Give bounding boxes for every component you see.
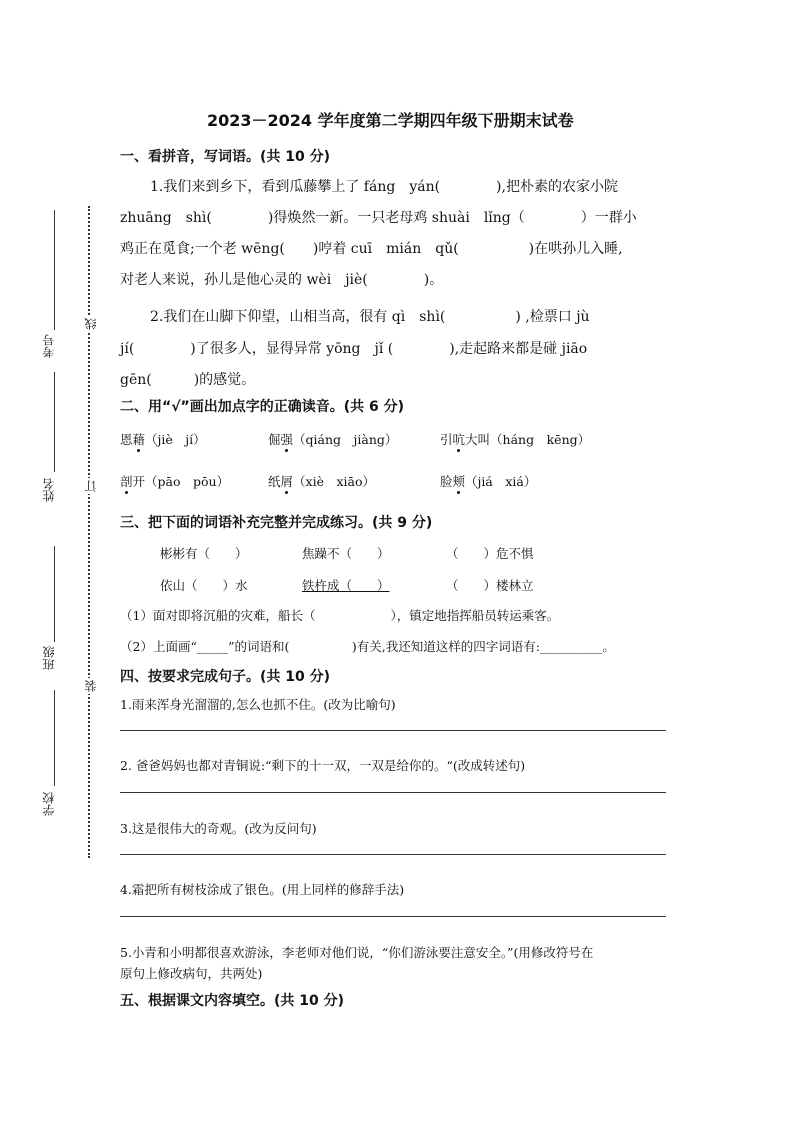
binding-mark-xian: 线 [84, 318, 98, 330]
s2-item-pre: 恩 [120, 432, 133, 447]
s1-line6: jí( )了很多人，显得异常 yōng jǐ ( ),走起路来都是碰 jiāo [120, 341, 588, 357]
section2-heading: 二、用“√”画出加点字的正确读音。(共 6 分) [120, 399, 405, 415]
section1-heading: 一、看拼音，写词语。(共 10 分) [120, 149, 331, 165]
s4-question-5a: 5.小青和小明都很喜欢游泳，李老师对他们说，“你们游泳要注意安全。”(用修改符号在 [120, 945, 594, 960]
s2-item-pinyin: （jiè jí） [145, 432, 206, 447]
kaohao-label: 考号 [42, 334, 56, 358]
dotted-char: 强 [280, 432, 294, 447]
s2-item-2 [268, 430, 397, 448]
s1-line5: 2.我们在山脚下仰望，山相当高，很有 qì shì( ) ,检票口 jù [150, 309, 590, 325]
s1-line3: 鸡正在觅食;一个老 wēng( )哼着 cuī mián qǔ( )在哄孙儿入睡, [120, 241, 623, 257]
binding-mark-ding: 订 [84, 480, 98, 492]
s2-item-pre: 引 [440, 432, 453, 447]
s3-word-6: （ ）楼林立 [446, 578, 534, 593]
s2-item-pinyin: （pāo pōu） [145, 474, 230, 489]
s3-word-5-underlined: 铁杵成（ ） [302, 578, 390, 593]
answer-line-1[interactable] [120, 730, 666, 731]
s1-line4: 对老人来说，孙儿是他心灵的 wèi jiè( )。 [120, 272, 444, 288]
s3-question-1: （1）面对即将沉船的灾难，船长（ ），镇定地指挥船员转运乘客。 [120, 608, 560, 623]
s2-item-pinyin: （xiè xiāo） [293, 474, 376, 489]
answer-line-4[interactable] [120, 916, 666, 917]
s2-item-post: 大叫 [465, 432, 491, 447]
s4-question-1: 1.雨来浑身光溜溜的,怎么也抓不住。(改为比喻句) [120, 697, 396, 712]
dotted-char: 屑 [280, 474, 294, 489]
s2-item-pinyin: （qiáng jiàng） [293, 432, 398, 447]
section5-heading: 五、根据课文内容填空。(共 10 分) [120, 993, 345, 1009]
s2-item-6 [440, 472, 536, 490]
banji-line [54, 546, 55, 642]
s4-question-3: 3.这是很伟大的奇观。(改为反问句) [120, 821, 317, 836]
s3-word-1: 彬彬有（ ） [160, 546, 248, 561]
s1-line2: zhuāng shì( )得焕然一新。一只老母鸡 shuài lǐng（ ）一群小 [120, 210, 637, 226]
s2-item-pinyin: （háng kēng） [490, 432, 591, 447]
s2-item-pre: 倔 [268, 432, 281, 447]
s2-item-5 [268, 472, 375, 490]
exam-title: 2023－2024 学年度第二学期四年级下册期末试卷 [207, 111, 574, 130]
section3-heading: 三、把下面的词语补充完整并完成练习。(共 9 分) [120, 515, 433, 531]
s4-question-5b: 原句上修改病句，共两处) [120, 966, 263, 981]
xingming-line [54, 372, 55, 472]
xingming-label: 姓名 [42, 478, 56, 502]
s3-word-4: 依山（ ）水 [160, 578, 248, 593]
dotted-char: 剖 [120, 474, 133, 489]
s1-line7: gēn( )的感觉。 [120, 372, 256, 388]
xuexiao-label: 学校 [42, 792, 56, 816]
kaohao-line [54, 210, 55, 330]
s3-word-2: 焦躁不（ ） [302, 546, 390, 561]
s2-item-post: 开 [132, 474, 146, 489]
xuexiao-line [54, 690, 55, 786]
banji-label: 班级 [42, 646, 56, 670]
s2-item-pre: 脸 [440, 474, 453, 489]
s2-item-pinyin: （jiá xiá） [465, 474, 537, 489]
dotted-char: 颊 [452, 474, 466, 489]
s2-item-1 [120, 430, 206, 448]
s4-question-4: 4.霜把所有树枝涂成了银色。(用上同样的修辞手法) [120, 882, 405, 897]
s3-word-3: （ ）危不惧 [446, 546, 534, 561]
s2-item-4 [120, 472, 229, 490]
s4-question-2: 2. 爸爸妈妈也都对青铜说:“剩下的十一双，一双是给你的。“(改成转述句) [120, 758, 526, 773]
s2-item-pre: 纸 [268, 474, 281, 489]
dotted-char: 吭 [452, 432, 466, 447]
binding-dotted-line [88, 206, 90, 858]
answer-line-3[interactable] [120, 854, 666, 855]
s3-question-2: （2）上面画“_____”的词语和( )有关,我还知道这样的四字词语有:__________。 [120, 639, 615, 654]
s2-item-3 [440, 430, 590, 448]
s1-line1: 1.我们来到乡下，看到瓜藤攀上了 fáng yán( ),把朴素的农家小院 [150, 179, 618, 195]
section4-heading: 四、按要求完成句子。(共 10 分) [120, 669, 331, 685]
answer-line-2[interactable] [120, 792, 666, 793]
binding-mark-zhuang: 装 [84, 680, 98, 692]
dotted-char: 藉 [132, 432, 146, 447]
